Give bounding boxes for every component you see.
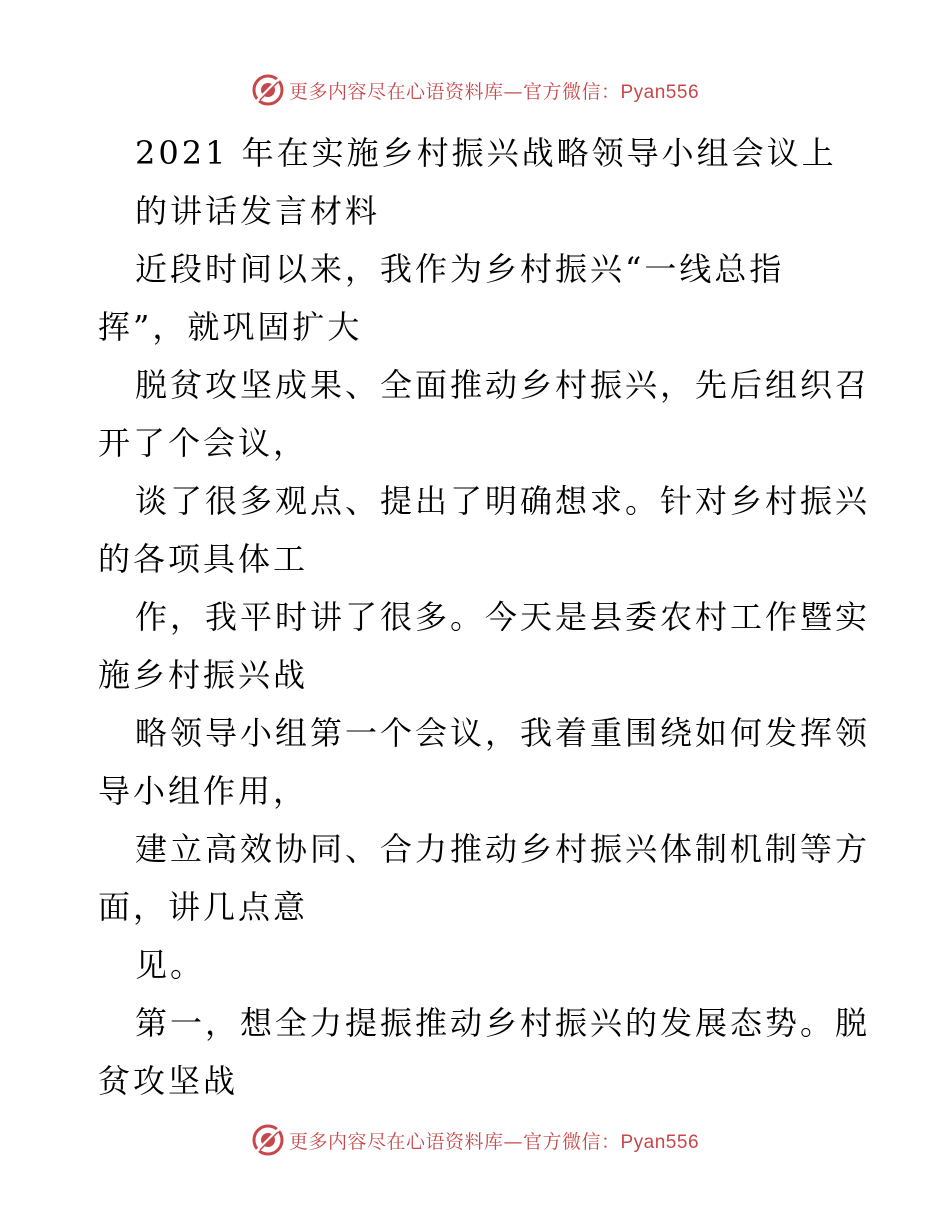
title-line-2: 的讲话发言材料	[135, 192, 381, 230]
text-line: 略领导小组第一个会议，我着重围绕如何发挥领	[135, 714, 871, 752]
text-line: 第一，想全力提振推动乡村振兴的发展态势。脱	[135, 1004, 871, 1042]
text-line: 的各项具体工	[98, 540, 309, 578]
text-line: 施乡村振兴战	[98, 656, 309, 694]
title-line-1: 2021 年在实施乡村振兴战略领导小组会议上	[135, 134, 837, 172]
text-line: 见。	[135, 946, 206, 984]
brand-logo-icon	[251, 1123, 285, 1157]
watermark-wechat-id: Pyan556	[620, 81, 700, 103]
text-line: 贫攻坚战	[98, 1062, 239, 1100]
watermark-wechat-id: Pyan556	[620, 1131, 700, 1153]
text-line: 近段时间以来，我作为乡村振兴“一线总指	[135, 250, 785, 288]
text-line: 面，讲几点意	[98, 888, 309, 926]
watermark-text: 更多内容尽在心语资料库—官方微信：Pyan556	[288, 80, 700, 103]
text-line: 挥”，就巩固扩大	[98, 308, 363, 346]
text-line: 导小组作用，	[98, 772, 309, 810]
text-line: 作，我平时讲了很多。今天是县委农村工作暨实	[135, 598, 871, 636]
text-line: 建立高效协同、合力推动乡村振兴体制机制等方	[135, 830, 871, 868]
header-watermark	[0, 70, 950, 110]
brand-logo-icon	[251, 73, 285, 107]
footer-watermark	[0, 1120, 950, 1160]
text-line: 脱贫攻坚成果、全面推动乡村振兴，先后组织召	[135, 366, 871, 404]
watermark-text: 更多内容尽在心语资料库—官方微信：Pyan556	[288, 1130, 700, 1153]
text-line: 开了个会议，	[98, 424, 309, 462]
text-line: 谈了很多观点、提出了明确想求。针对乡村振兴	[135, 482, 871, 520]
document-body	[98, 124, 898, 1110]
